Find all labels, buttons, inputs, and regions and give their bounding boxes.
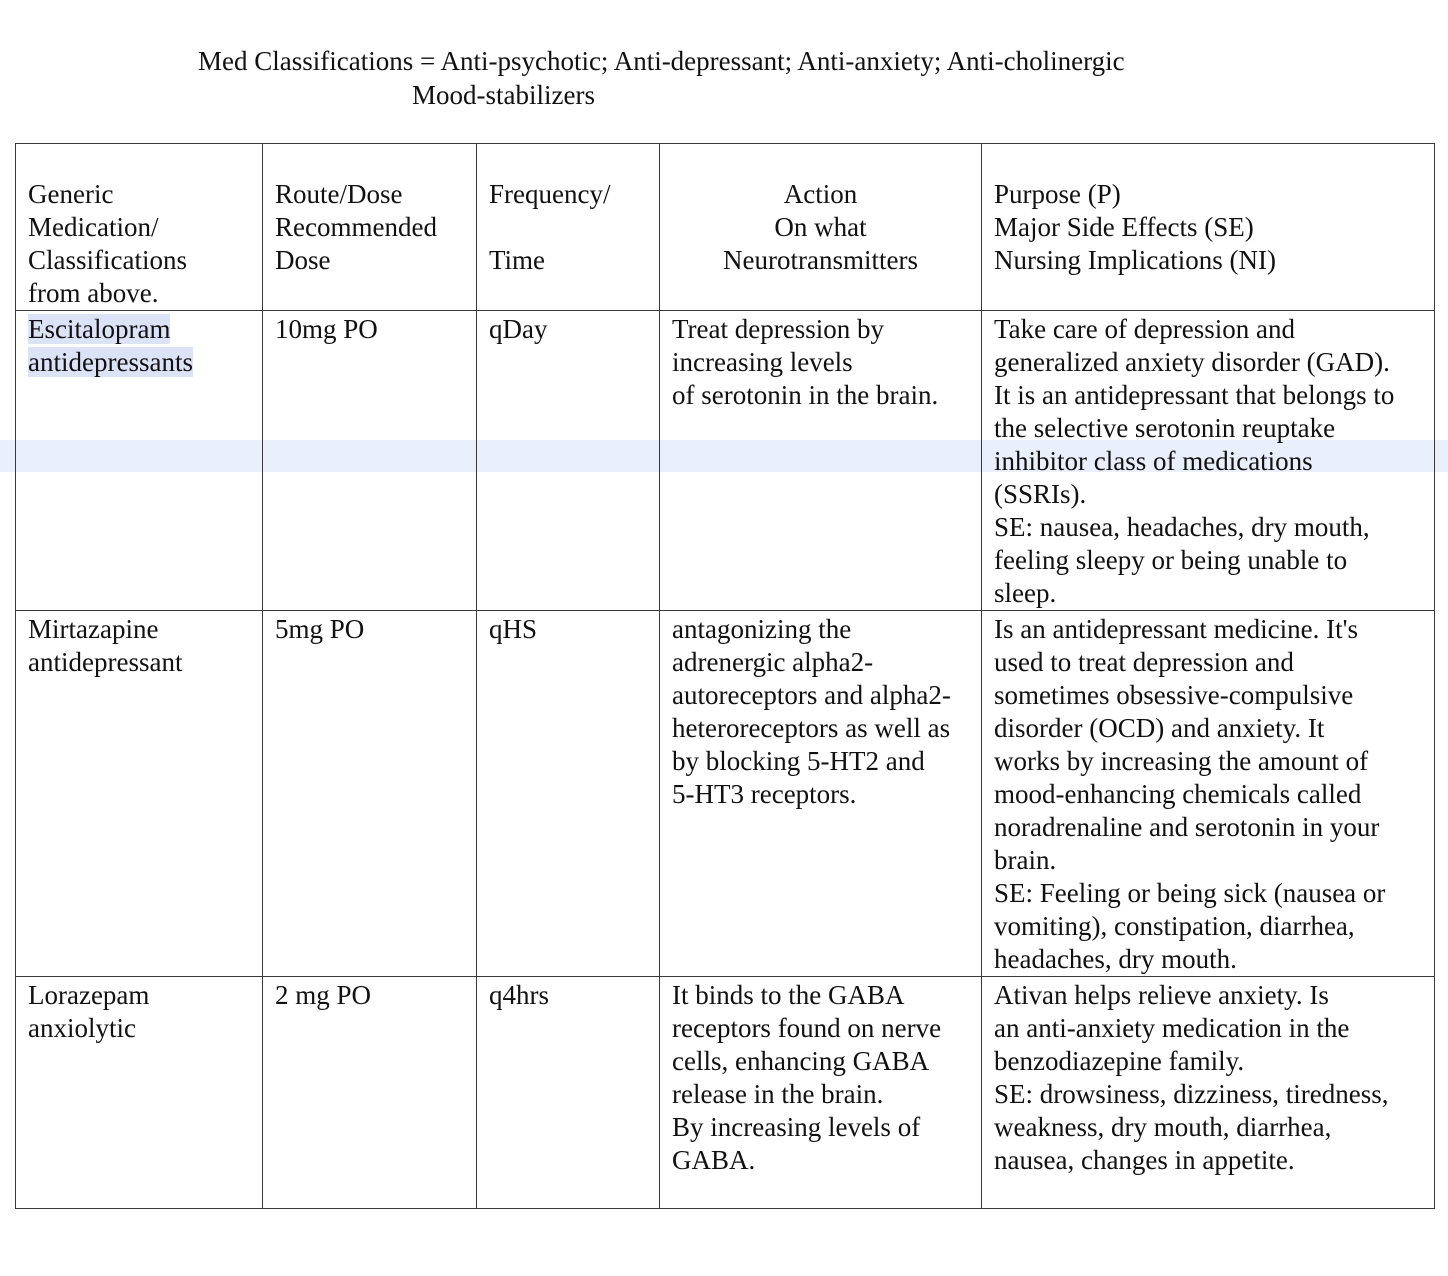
route-dose: 2 mg PO xyxy=(275,980,372,1010)
header-frequency-line: Time xyxy=(489,245,546,275)
action-line: 5-HT3 receptors. xyxy=(672,779,857,809)
purpose-line: sleep. xyxy=(994,578,1057,608)
header-generic-line: Medication/ xyxy=(28,212,159,242)
table-row xyxy=(16,611,1435,977)
cell-action xyxy=(660,311,982,611)
purpose-line: It is an antidepressant that belongs to xyxy=(994,380,1395,410)
action-line: GABA. xyxy=(672,1145,756,1175)
header-purpose-line: Nursing Implications (NI) xyxy=(994,245,1276,275)
frequency: q4hrs xyxy=(489,980,549,1010)
frequency: qDay xyxy=(489,314,548,344)
action-line: increasing levels xyxy=(672,347,853,377)
purpose-line: nausea, changes in appetite. xyxy=(994,1145,1295,1175)
table-row xyxy=(16,311,1435,611)
header-generic-line: from above. xyxy=(28,278,159,308)
header-frequency xyxy=(477,144,660,311)
route-dose: 5mg PO xyxy=(275,614,365,644)
purpose-line: mood-enhancing chemicals called xyxy=(994,779,1362,809)
purpose-line: an anti-anxiety medication in the xyxy=(994,1013,1350,1043)
header-generic-line: Generic xyxy=(28,179,114,209)
purpose-line: used to treat depression and xyxy=(994,647,1294,677)
table-header-row xyxy=(16,144,1435,311)
action-line: It binds to the GABA xyxy=(672,980,905,1010)
generic-line: antidepressant xyxy=(28,647,183,677)
header-route-line: Route/Dose xyxy=(275,179,403,209)
selected-text[interactable]: antidepressants xyxy=(28,347,193,377)
purpose-line: sometimes obsessive-compulsive xyxy=(994,680,1354,710)
purpose-line: headaches, dry mouth. xyxy=(994,944,1237,974)
purpose-line: disorder (OCD) and anxiety. It xyxy=(994,713,1325,743)
action-line: heteroreceptors as well as xyxy=(672,713,951,743)
cell-purpose xyxy=(982,311,1435,611)
header-route xyxy=(263,144,477,311)
table-row xyxy=(16,977,1435,1209)
frequency: qHS xyxy=(489,614,538,644)
purpose-line: noradrenaline and serotonin in your xyxy=(994,812,1380,842)
header-action-line: Neurotransmitters xyxy=(723,245,918,275)
action-line: antagonizing the xyxy=(672,614,852,644)
purpose-line: works by increasing the amount of xyxy=(994,746,1369,776)
header-purpose xyxy=(982,144,1435,311)
action-line: of serotonin in the brain. xyxy=(672,380,939,410)
action-line: adrenergic alpha2- xyxy=(672,647,874,677)
generic-line: anxiolytic xyxy=(28,1013,136,1043)
header-action xyxy=(660,144,982,311)
purpose-line: inhibitor class of medications xyxy=(994,446,1313,476)
action-line: By increasing levels of xyxy=(672,1112,921,1142)
cell-purpose xyxy=(982,977,1435,1209)
cell-route xyxy=(263,977,477,1209)
action-line: release in the brain. xyxy=(672,1079,884,1109)
purpose-line: SE: Feeling or being sick (nausea or xyxy=(994,878,1386,908)
action-line: by blocking 5-HT2 and xyxy=(672,746,925,776)
action-line: Treat depression by xyxy=(672,314,884,344)
cell-action xyxy=(660,977,982,1209)
action-line: autoreceptors and alpha2- xyxy=(672,680,951,710)
header-generic-line: Classifications xyxy=(28,245,187,275)
header-route-line: Recommended xyxy=(275,212,437,242)
purpose-line: vomiting), constipation, diarrhea, xyxy=(994,911,1355,941)
purpose-line: SE: drowsiness, dizziness, tiredness, xyxy=(994,1079,1389,1109)
header-frequency-line: Frequency/ xyxy=(489,179,611,209)
purpose-line: benzodiazepine family. xyxy=(994,1046,1245,1076)
classifications-line-2: Mood-stabilizers xyxy=(412,80,595,110)
purpose-line: weakness, dry mouth, diarrhea, xyxy=(994,1112,1332,1142)
cell-route xyxy=(263,611,477,977)
cell-frequency xyxy=(477,977,660,1209)
purpose-line: Is an antidepressant medicine. It's xyxy=(994,614,1358,644)
route-dose: 10mg PO xyxy=(275,314,378,344)
cell-frequency xyxy=(477,311,660,611)
action-line: receptors found on nerve xyxy=(672,1013,942,1043)
generic-line: Mirtazapine xyxy=(28,614,159,644)
header-purpose-line: Purpose (P) xyxy=(994,179,1121,209)
generic-line: Lorazepam xyxy=(28,980,150,1010)
purpose-line: SE: nausea, headaches, dry mouth, xyxy=(994,512,1370,542)
header-action-line: Action xyxy=(783,179,858,209)
purpose-line: feeling sleepy or being unable to xyxy=(994,545,1348,575)
header-purpose-line: Major Side Effects (SE) xyxy=(994,212,1254,242)
purpose-line: Take care of depression and xyxy=(994,314,1295,344)
purpose-line: Ativan helps relieve anxiety. Is xyxy=(994,980,1329,1010)
selected-text[interactable]: Escitalopram xyxy=(28,314,171,344)
purpose-line: brain. xyxy=(994,845,1057,875)
cell-route xyxy=(263,311,477,611)
cell-frequency xyxy=(477,611,660,977)
header-generic xyxy=(16,144,263,311)
purpose-line: generalized anxiety disorder (GAD). xyxy=(994,347,1390,377)
header-action-line: On what xyxy=(774,212,867,242)
cell-action xyxy=(660,611,982,977)
purpose-line: the selective serotonin reuptake xyxy=(994,413,1336,443)
cell-generic xyxy=(16,311,263,611)
cell-generic xyxy=(16,611,263,977)
purpose-line: (SSRIs). xyxy=(994,479,1087,509)
header-route-line: Dose xyxy=(275,245,331,275)
cell-purpose xyxy=(982,611,1435,977)
classifications-line: Med Classifications = Anti-psychotic; Anti-depressant; Anti-anxiety; Anti-cholinergic xyxy=(198,46,1125,76)
action-line: cells, enhancing GABA xyxy=(672,1046,930,1076)
cell-generic xyxy=(16,977,263,1209)
medication-table xyxy=(15,143,1435,1209)
